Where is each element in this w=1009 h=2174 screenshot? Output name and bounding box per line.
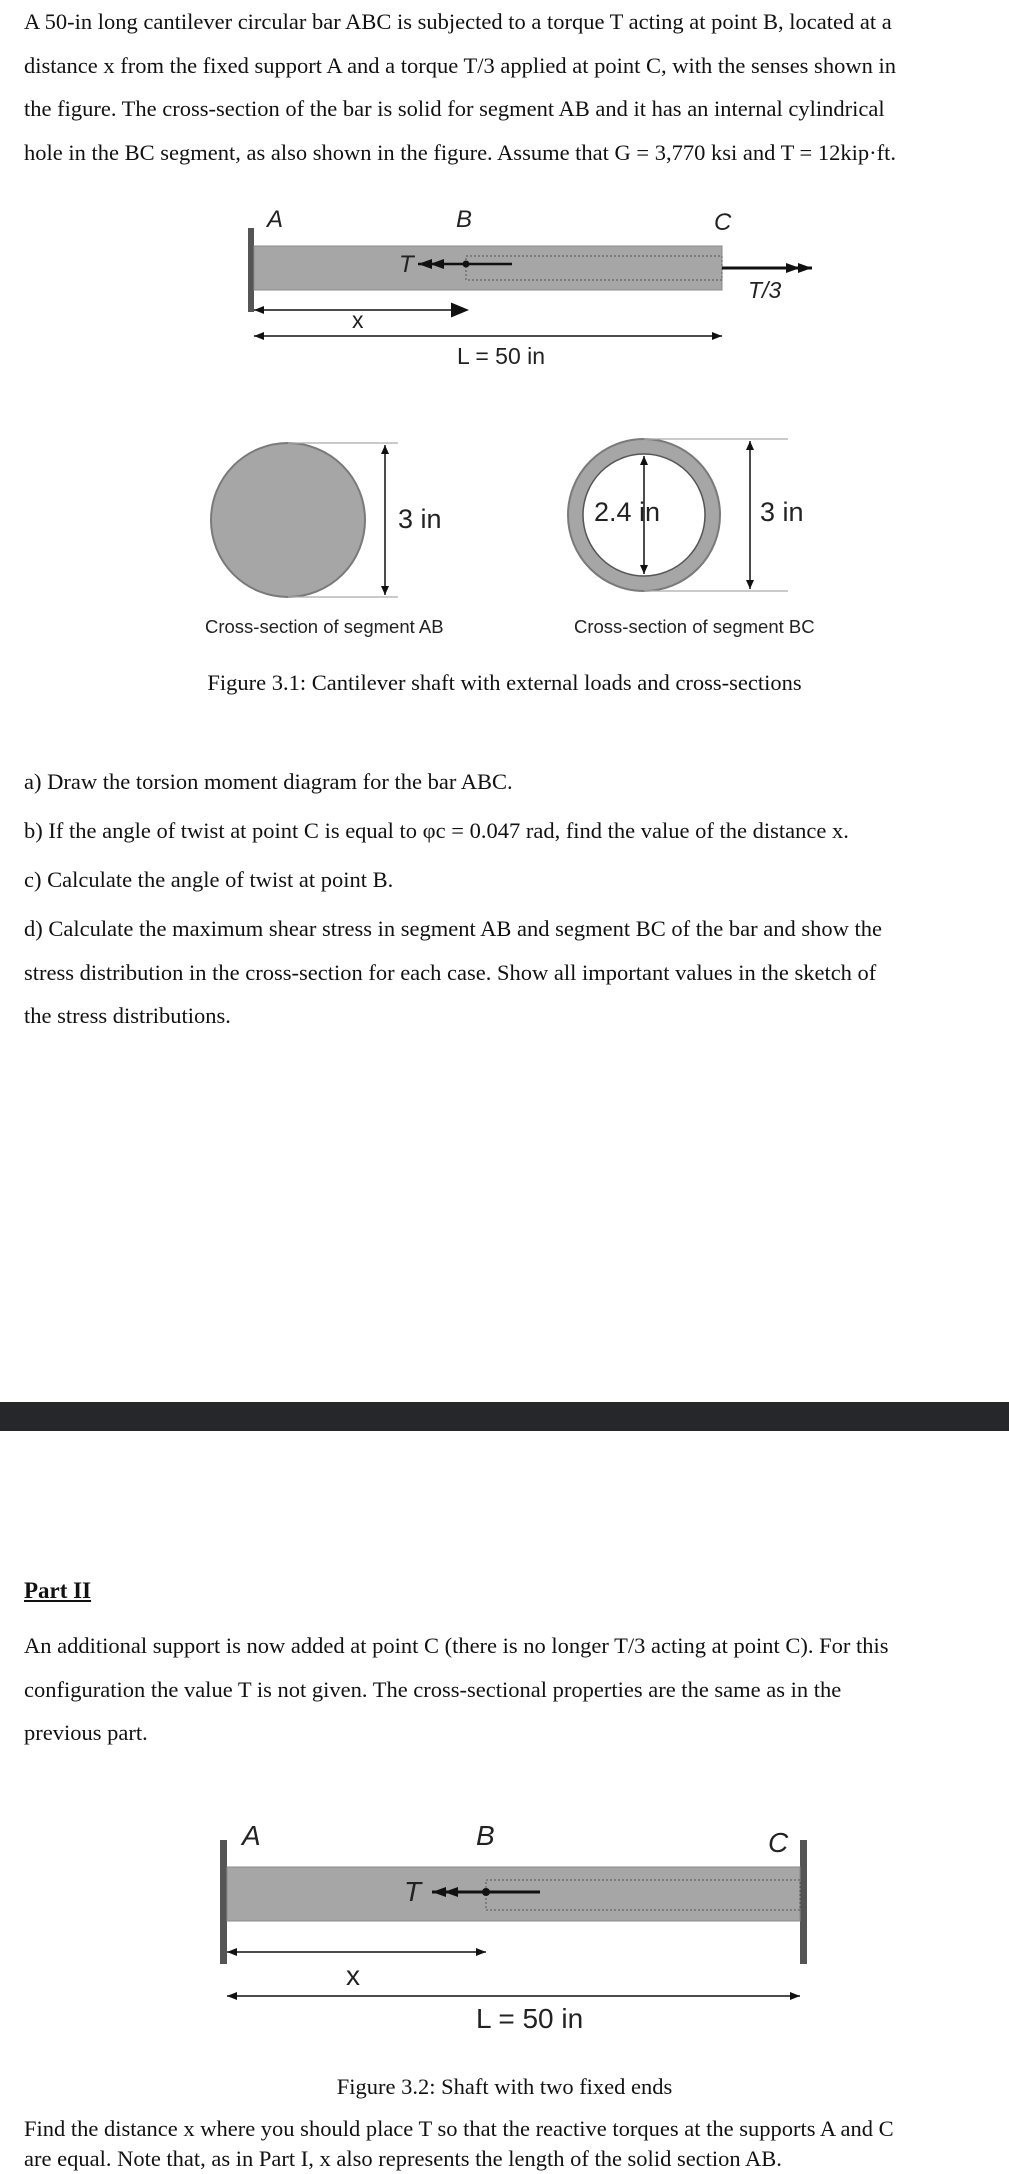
section-ab-solid: [211, 443, 365, 597]
question-d: [24, 907, 999, 1038]
label-point-c: C: [768, 1827, 789, 1858]
label-length: L = 50 in: [476, 2003, 584, 2034]
fixed-support-c: [800, 1840, 807, 1964]
label-x: x: [346, 1960, 360, 1991]
intro-line: the figure. The cross-section of the bar is solid for segment AB and it has an internal cylindrical: [24, 96, 885, 121]
section-divider: [0, 1402, 1009, 1431]
part-2-closing: [24, 2114, 1004, 2174]
label-ab-diameter: 3 in: [398, 504, 442, 534]
label-point-b: B: [456, 206, 473, 233]
label-bc-inner: 2.4 in: [594, 497, 661, 527]
question-a: a) Draw the torsion moment diagram for the bar ABC.: [24, 769, 513, 794]
fixed-support-a: [220, 1840, 227, 1964]
part-2-intro: [24, 1624, 1004, 1755]
part-2-closing-line: are equal. Note that, as in Part I, x also represents the length of the solid section AB.: [24, 2146, 782, 2171]
cross-sections: [0, 430, 1009, 630]
label-torque-t3: T/3: [748, 277, 782, 303]
question-c: c) Calculate the angle of twist at point B.: [24, 867, 394, 892]
label-point-a: A: [242, 1820, 261, 1851]
label-point-c: C: [714, 209, 732, 236]
fixed-support-a: [248, 228, 254, 312]
shaft-ac: [227, 1867, 800, 1921]
intro-line: hole in the BC segment, as also shown in the figure. Assume that G = 3,770 ksi and T = 12kip·ft.: [24, 139, 896, 165]
caption-section-bc: Cross-section of segment BC: [574, 616, 815, 637]
label-point-b: B: [476, 1820, 495, 1851]
part-2-intro-line: configuration the value T is not given. The cross-sectional properties are the same as in the: [24, 1676, 842, 1702]
label-torque-t: T: [404, 1876, 422, 1907]
intro-line: distance x from the fixed support A and a torque T/3 applied at point C, with the senses shown in: [24, 52, 896, 78]
caption-section-ab: Cross-section of segment AB: [205, 616, 444, 637]
part-2-closing-line: Find the distance x where you should place T so that the reactive torques at the supports A and C: [24, 2116, 894, 2141]
question-b: b) If the angle of twist at point C is equal to φc = 0.047 rad, find the value of the distance x.: [24, 818, 849, 843]
label-bc-outer: 3 in: [760, 497, 804, 527]
question-d-line: the stress distributions.: [24, 1003, 231, 1028]
label-torque-t: T: [399, 251, 414, 278]
part-2-intro-line: previous part.: [24, 1720, 148, 1745]
figure-3-1-caption: Figure 3.1: Cantilever shaft with external loads and cross-sections: [207, 670, 802, 695]
part-2-intro-line: An additional support is now added at point C (there is no longer T/3 acting at point C). For this: [24, 1633, 889, 1658]
label-length: L = 50 in: [457, 343, 546, 369]
label-x: x: [352, 307, 364, 333]
part-2-title: Part II: [24, 1578, 92, 1603]
question-d-line: stress distribution in the cross-section for each case. Show all important values in the sketch of: [24, 959, 877, 985]
question-d-line: d) Calculate the maximum shear stress in segment AB and segment BC of the bar and show the: [24, 916, 882, 941]
intro-line: A 50-in long cantilever circular bar ABC is subjected to a torque T acting at point B, located at a: [24, 9, 892, 34]
figure-3-1-cantilever: [0, 0, 1009, 400]
figure-3-2-two-fixed-ends: [0, 1830, 1009, 2030]
label-point-a: A: [267, 206, 284, 233]
shaft-ab-bc: [254, 246, 722, 290]
figure-3-2-caption: Figure 3.2: Shaft with two fixed ends: [336, 2074, 673, 2099]
